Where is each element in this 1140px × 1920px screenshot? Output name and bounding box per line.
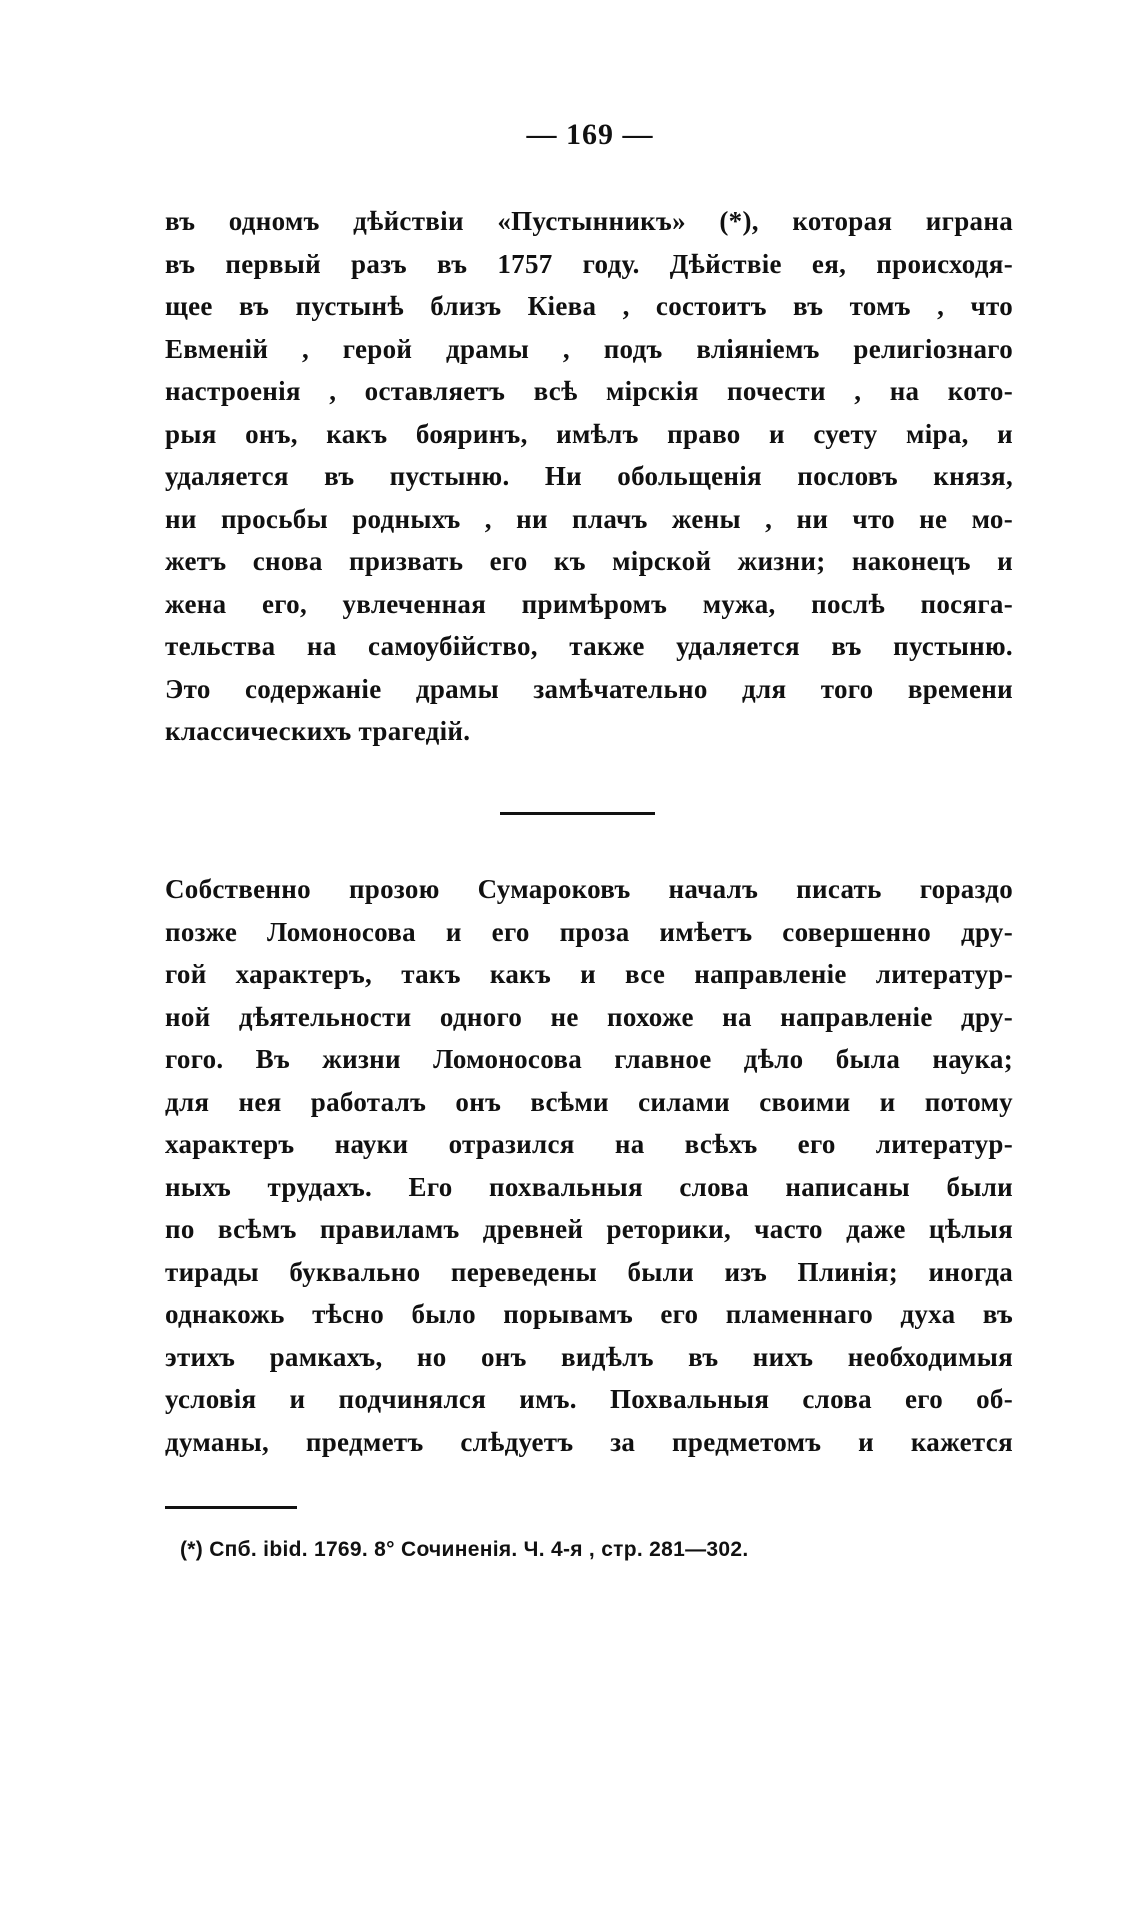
text-line: ной дѣятельности одного не похоже на направленіе дру- <box>165 1001 1013 1032</box>
text-line: жена его, увлеченная примѣромъ мужа, послѣ посяга- <box>165 588 1013 619</box>
text-line: характеръ науки отразился на всѣхъ его литератур- <box>165 1129 1013 1159</box>
text-line: въ первый разъ въ 1757 году. Дѣйствіе ея, происходя- <box>165 248 1013 279</box>
footnote: (*) Спб. ibid. 1769. 8° Сочиненія. Ч. 4-я , стр. 281—302. <box>180 1538 749 1561</box>
paragraph-section <box>165 868 1013 1463</box>
text-line: этихъ рамкахъ, но онъ видѣлъ въ нихъ необходимыя <box>165 1341 1013 1372</box>
text-line: Собственно прозою Сумароковъ началъ писать гораздо <box>165 874 1013 904</box>
text-line: жетъ снова призвать его къ мірской жизни; наконецъ и <box>165 546 1013 576</box>
text-line: думаны, предметъ слѣдуетъ за предметомъ и кажется <box>165 1426 1013 1457</box>
text-line: гой характеръ, такъ какъ и все направленіе литератур- <box>165 959 1013 989</box>
section-divider <box>500 812 655 815</box>
text-line: въ одномъ дѣйствіи «Пустынникъ» (*), которая играна <box>165 206 1013 236</box>
text-line: ныхъ трудахъ. Его похвальныя слова написаны были <box>165 1171 1013 1202</box>
text-line: Это содержаніе драмы замѣчательно для того времени <box>165 673 1013 704</box>
text-line: по всѣмъ правиламъ древней реторики, часто даже цѣлыя <box>165 1214 1013 1244</box>
footnote-rule <box>165 1506 297 1509</box>
text-line: позже Ломоносова и его проза имѣетъ совершенно дру- <box>165 916 1013 947</box>
paragraph-continued <box>165 200 1013 753</box>
text-line: однакожь тѣсно было порывамъ его пламеннаго духа въ <box>165 1299 1013 1329</box>
text-line: для нея работалъ онъ всѣми силами своими и потому <box>165 1086 1013 1117</box>
text-line: рыя онъ, какъ бояринъ, имѣлъ право и суету міра, и <box>165 418 1013 449</box>
text-line: щее въ пустынѣ близъ Кіева , состоитъ въ томъ , что <box>165 291 1013 321</box>
text-line: гого. Въ жизни Ломоносова главное дѣло была наука; <box>165 1044 1013 1074</box>
text-line: условія и подчинялся имъ. Похвальныя слова его об- <box>165 1384 1013 1414</box>
text-line: удаляется въ пустыню. Ни обольщенія пословъ князя, <box>165 461 1013 491</box>
page-number: — 169 — <box>526 118 654 151</box>
text-line: настроенія , оставляетъ всѣ мірскія почести , на кото- <box>165 376 1013 406</box>
text-line: тельства на самоубійство, также удаляется въ пустыню. <box>165 631 1013 661</box>
text-line: ни просьбы родныхъ , ни плачъ жены , ни что не мо- <box>165 503 1013 534</box>
text-line: Евменій , герой драмы , подъ вліяніемъ религіознаго <box>165 333 1013 364</box>
text-line: классическихъ трагедій. <box>165 716 471 746</box>
text-line: тирады буквально переведены были изъ Плинія; иногда <box>165 1256 1013 1287</box>
